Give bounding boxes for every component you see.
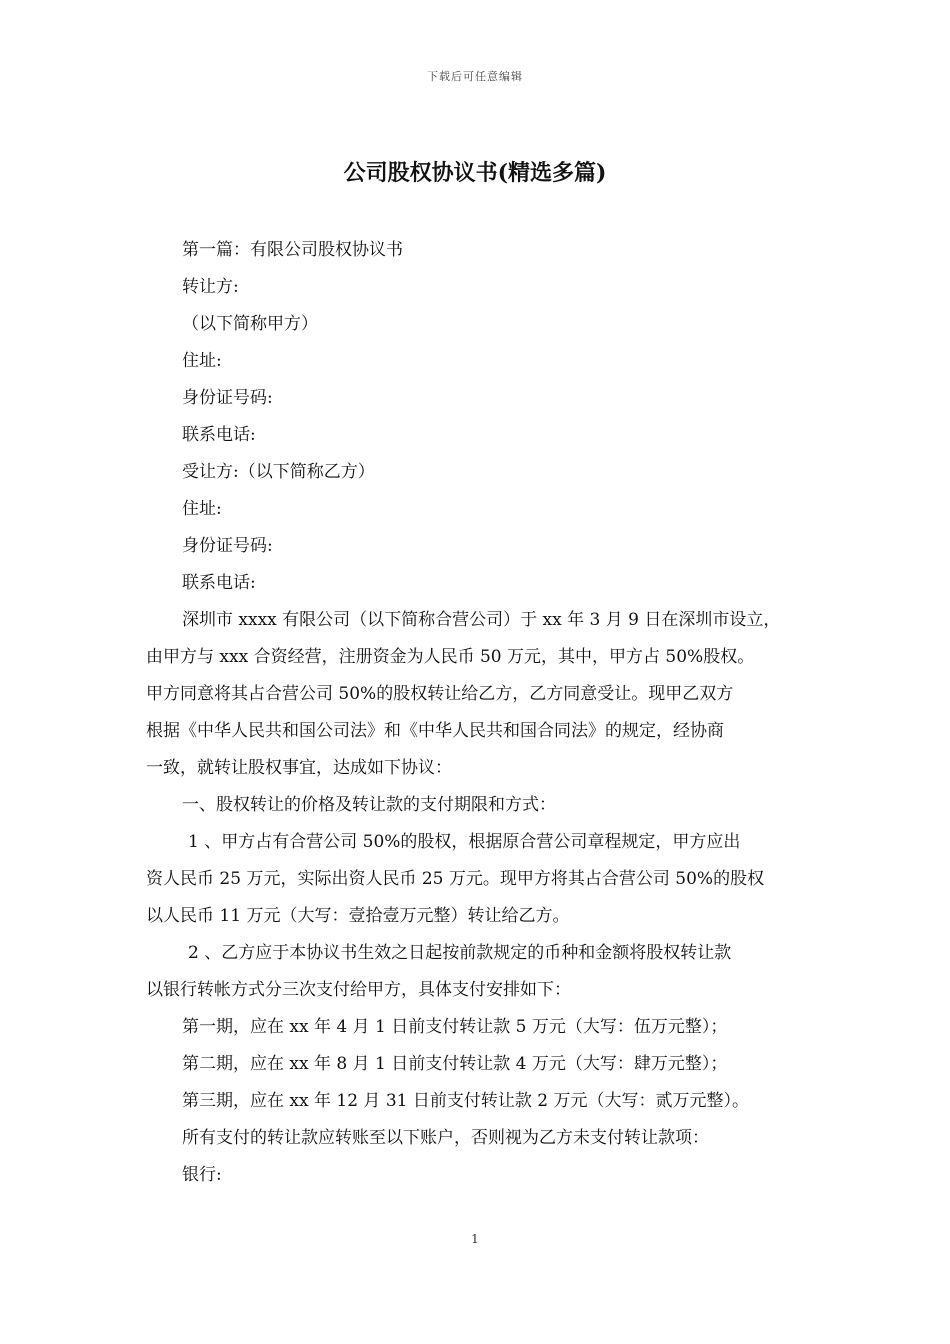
body-line: 第一篇：有限公司股权协议书: [182, 240, 403, 260]
body-line: 深圳市 xxxx 有限公司（以下简称合营公司）于 xx 年 3 月 9 日在深圳市设立，: [182, 610, 781, 630]
body-line: 银行:: [182, 1165, 222, 1185]
body-line: 联系电话:: [182, 573, 256, 593]
body-line: 第一期，应在 xx 年 4 月 1 日前支付转让款 5 万元（大写：伍万元整）；: [182, 1017, 728, 1037]
body-line: 身份证号码:: [182, 388, 273, 408]
body-line: 所有支付的转让款应转账至以下账户，否则视为乙方未支付转让款项：: [182, 1128, 709, 1148]
body-line: 第三期，应在 xx 年 12 月 31 日前支付转让款 2 万元（大写：贰万元整）。: [182, 1091, 749, 1111]
body-line: 以人民币 11 万元（大写：壹拾壹万元整）转让给乙方。: [146, 906, 570, 926]
body-line: 甲方同意将其占合营公司 50%的股权转让给乙方，乙方同意受让。现甲乙双方: [146, 684, 734, 704]
body-line: 住址:: [182, 499, 222, 519]
body-line: 1 、甲方占有合营公司 50%的股权，根据原合营公司章程规定，甲方应出: [188, 832, 741, 852]
document-title: 公司股权协议书(精选多篇): [343, 160, 607, 186]
header-note: 下载后可任意编辑: [427, 70, 523, 83]
body-line: 第二期，应在 xx 年 8 月 1 日前支付转让款 4 万元（大写：肆万元整）；: [182, 1054, 728, 1074]
body-line: （以下简称甲方）: [182, 314, 318, 334]
body-line: 转让方:: [182, 277, 239, 297]
body-line: 联系电话:: [182, 425, 256, 445]
body-line: 由甲方与 xxx 合资经营，注册资金为人民币 50 万元，其中，甲方占 50%股权。: [146, 647, 755, 667]
body-line: 一致，就转让股权事宜，达成如下协议：: [146, 758, 452, 778]
body-line: 以银行转帐方式分三次支付给甲方，具体支付安排如下：: [146, 980, 571, 1000]
body-line: 根据《中华人民共和国公司法》和《中华人民共和国合同法》的规定，经协商: [146, 721, 724, 741]
body-line: 资人民币 25 万元，实际出资人民币 25 万元。现甲方将其占合营公司 50%的股权: [146, 869, 765, 889]
body-line: 住址:: [182, 351, 222, 371]
document-body: [146, 232, 806, 1194]
body-line: 2 、乙方应于本协议书生效之日起按前款规定的币种和金额将股权转让款: [188, 943, 732, 963]
page-number: 1: [471, 1232, 479, 1246]
body-line: 身份证号码:: [182, 536, 273, 556]
body-line: 一、股权转让的价格及转让款的支付期限和方式：: [182, 795, 556, 815]
body-line: 受让方:（以下简称乙方）: [182, 462, 375, 482]
